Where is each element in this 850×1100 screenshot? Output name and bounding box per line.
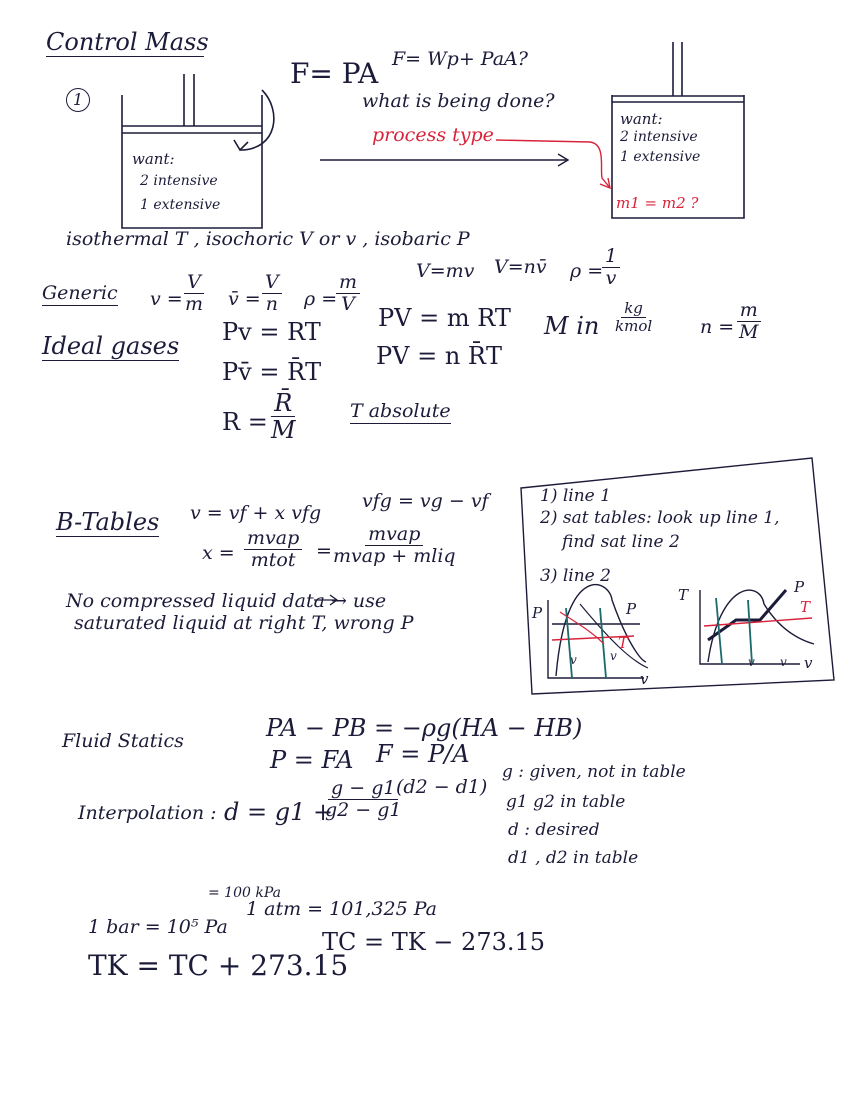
specific-volume-lhs: v = (150, 288, 183, 310)
interpolation-label: Interpolation : (78, 802, 217, 824)
tv-T-label: T (800, 598, 811, 616)
pv-v2-label: v (610, 649, 617, 663)
interp-key-d12: d1 , d2 in table (508, 848, 639, 868)
gas-constant-frac (268, 390, 299, 444)
ideal-eq-4: PV = n R̄T (376, 342, 503, 370)
force-equation-2: F= Wp+ PaA? (392, 48, 528, 70)
absolute-temperature: T absolute (350, 400, 451, 422)
quality-lhs: x = (202, 542, 235, 564)
mass-equality: m1 = m2 ? (616, 194, 699, 212)
molar-mass-units: M in (544, 312, 600, 340)
atm-conversion: 1 atm = 101,325 Pa (246, 898, 437, 920)
interp-key-g: g : given, not in table (502, 762, 686, 782)
compressed-note-2: saturated liquid at right T, wrong P (74, 612, 414, 634)
page-title: Control Mass (46, 28, 209, 56)
interpolation-lhs: d = g1 + (224, 798, 334, 826)
interp-key-g12: g1 g2 in table (506, 792, 626, 812)
ideal-gases-label: Ideal gases (42, 332, 180, 360)
quality-frac-1 (244, 528, 302, 571)
frac-num: 1 (602, 246, 620, 268)
want-line2-left: 1 extensive (140, 197, 221, 213)
section-number: 1 (66, 88, 90, 112)
ideal-eq-3: Pv̄ = R̄T (222, 358, 322, 386)
want-label-left: want: (132, 150, 175, 168)
pv-P-label: P (626, 600, 637, 618)
frac-num: R̄ (271, 390, 295, 417)
pv-axis-p: P (532, 604, 543, 622)
density-lhs: ρ = (304, 288, 338, 310)
want-line1-left: 2 intensive (140, 173, 218, 189)
pv-v1-label: v (570, 653, 577, 667)
procedure-step-2b: find sat line 2 (562, 532, 680, 552)
frac-num: V (184, 272, 204, 294)
frac-den: v (605, 266, 617, 289)
process-arrow (320, 140, 610, 188)
tv-P-label: P (794, 578, 805, 596)
volume-moles-eq: V=nv̄ (494, 256, 547, 278)
density2-lhs: ρ = (570, 260, 604, 282)
volume-mass-eq: V=mv (416, 260, 475, 282)
want-label-right: want: (620, 110, 663, 128)
density-frac (336, 272, 360, 315)
pv-diagram (548, 585, 648, 678)
procedure-step-2: 2) sat tables: look up line 1, (540, 508, 780, 528)
compressed-note-1: No compressed liquid data → use (66, 590, 387, 612)
molar-volume-lhs: v̄ = (228, 288, 261, 310)
frac-den: kmol (615, 316, 653, 335)
vfg-eq: vfg = vg − vf (362, 490, 489, 512)
want-line1-right: 2 intensive (620, 129, 698, 145)
density2-frac (602, 246, 620, 289)
specific-volume-frac (182, 272, 206, 315)
process-type-label: process type (372, 124, 494, 146)
bar-conversion: 1 bar = 10⁵ Pa (88, 916, 228, 938)
frac-den: m (185, 292, 204, 315)
tv-axis-v: v (804, 654, 813, 672)
process-types: isothermal T , isochoric V or v , isobaric P (66, 228, 470, 250)
procedure-step-1: 1) line 1 (540, 486, 611, 506)
force-pressure-eq: F = P/A (376, 740, 470, 768)
want-line2-right: 1 extensive (620, 149, 701, 165)
frac-den: mvap + mliq (333, 544, 456, 567)
bar-kpa-note: = 100 kPa (208, 885, 281, 901)
frac-den: mtot (250, 548, 296, 571)
gas-constant-lhs: R = (222, 408, 268, 436)
ideal-eq-2: PV = m RT (378, 304, 511, 332)
frac-num: m (336, 272, 360, 294)
frac-num: m (737, 300, 761, 322)
frac-den: V (341, 292, 355, 315)
frac-den: g2 − g1 (325, 798, 402, 821)
pv-axis-v: v (640, 670, 649, 688)
kelvin-conversion: TK = TC + 273.15 (88, 949, 349, 982)
frac-den: n (265, 292, 278, 315)
frac-num: g − g1 (328, 778, 398, 800)
quality-volume-eq: v = vf + x vfg (190, 502, 322, 524)
quality-equals: = (316, 540, 332, 562)
tv-v2-label: v (780, 655, 787, 669)
molar-volume-frac (262, 272, 282, 315)
frac-den: M (271, 416, 296, 445)
tv-axis-t: T (678, 586, 689, 604)
fluid-statics-label: Fluid Statics (62, 730, 184, 752)
tv-diagram (700, 590, 814, 664)
b-tables-label: B-Tables (56, 508, 160, 536)
frac-num: kg (621, 300, 646, 318)
tv-v1-label: v (748, 655, 755, 669)
interpolation-frac (322, 778, 405, 821)
interpolation-tail: (d2 − d1) (396, 776, 488, 798)
moles-lhs: n = (700, 316, 735, 338)
moles-frac (736, 300, 761, 343)
ideal-eq-1: Pv = RT (222, 318, 321, 346)
hydrostatic-eq: PA − PB = −ρg(HA − HB) (266, 714, 583, 742)
frac-num: V (262, 272, 282, 294)
frac-num: mvap (365, 524, 423, 546)
pv-T-label: T (618, 634, 629, 652)
frac-num: mvap (244, 528, 302, 550)
frac-den: M (739, 320, 759, 343)
force-equation: F= PA (290, 57, 379, 90)
procedure-step-3: 3) line 2 (540, 566, 611, 586)
pressure-force-eq: P = FA (270, 746, 354, 774)
quality-frac-2 (330, 524, 459, 567)
question-text: what is being done? (362, 90, 555, 112)
molar-mass-frac (612, 300, 655, 334)
celsius-conversion: TC = TK − 273.15 (322, 928, 546, 956)
interp-key-d: d : desired (508, 820, 600, 840)
generic-label: Generic (42, 282, 118, 304)
